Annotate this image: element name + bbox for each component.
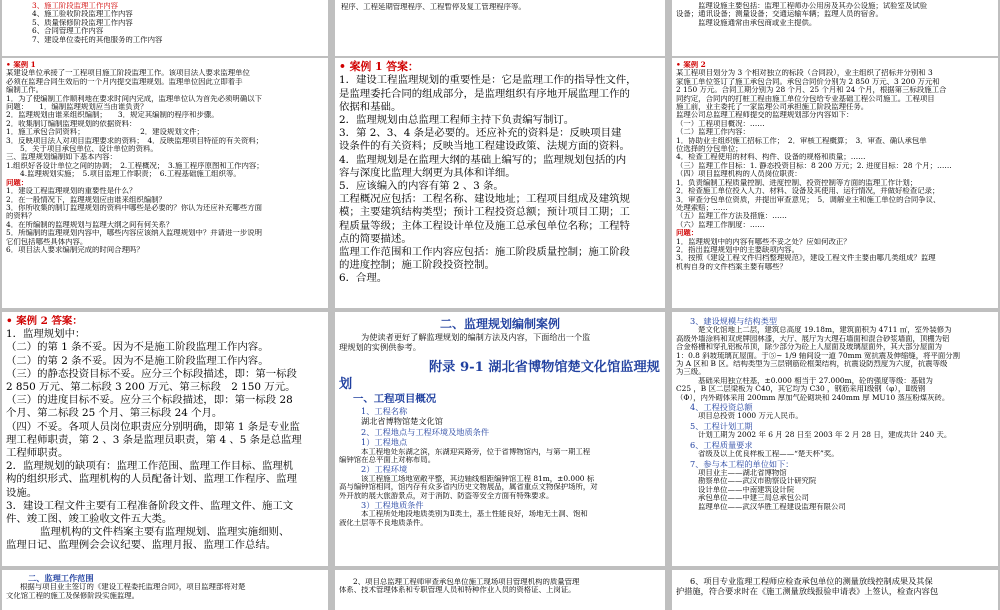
unit-line: 设计单位——中南建筑设计院 — [698, 485, 795, 494]
heading: 2）工程环境 — [361, 464, 408, 475]
text-line: 6．合理。 — [339, 272, 388, 285]
text-line: 基础采用独立柱基，±0.000 相当于 27.000m，砼的强度等级：基础为 — [698, 376, 933, 385]
text-line: 必须在监理合同生效后的一个月内提交监理规划。监理单位因此立即着手 — [6, 77, 243, 86]
text-line: 合金格栅和穿孔铝板吊顶，除少部分为砼上人屋面及玻璃屋面外，其大部分屋面为 — [676, 343, 943, 352]
text-line: 楚文化馆地上二层，建筑总高度 19.18m，建筑面积为 4711 ㎡，室外装修为 — [698, 326, 952, 335]
question-line: 5．所编制的监理规划内容中，哪些内容应该纳入监理规划中？并请进一步说明 — [6, 229, 262, 238]
text-line: 6、项目专业监理工程师应检查承包单位的测量放线控制成果及其保 — [690, 576, 933, 586]
text-line: C25 ，B 区二层梁板为 C40，其它均为 C30 ，钢筋采用Ⅰ级钢（φ），Ⅱ级钢 — [676, 385, 926, 394]
text-line: 容与深度比监理大纲更为具体和详细。 — [339, 166, 516, 179]
text-line: 4、施工验收阶段监理工作内容 — [32, 10, 133, 19]
text-line: 1．施工承包合同资料； 2．建设规划文件； — [6, 128, 204, 137]
heading: 5、工程计划工期 — [690, 420, 753, 431]
text-line: 文化馆工程的施工及保修阶段实施监理。 — [6, 591, 140, 600]
text-line: （三）监理工作目标：1. 静态投资目标：8 200 万元；2. 进度目标：28 个月；…… — [676, 161, 952, 170]
slide-project-scale — [672, 312, 998, 566]
heading: 6、工程质量要求 — [690, 439, 753, 450]
section-title: 二、监理工作范围 — [28, 573, 94, 583]
text-line: 6、合同管理工作内容 — [32, 27, 104, 36]
text-line: 为使读者更好了解监理规划的编制方法及内容，下面给出一个监 — [361, 332, 591, 342]
text-line: 构的组织形式、监理机构的人员配备计划、监理工作程序、监理 — [6, 473, 297, 486]
text-line: （六）监理工作制度：…… — [676, 220, 765, 229]
text-line: 程序、工程延期管理程序、工程暂停及复工管理程序等。 — [341, 3, 526, 11]
text-line: 三、监理规划编制如下基本内容： — [6, 153, 117, 162]
text-line: 程质量等级；主体工程设计单位及施工总承包单位名称；工程特 — [339, 219, 630, 232]
text-line: 处理索赔；…… — [676, 203, 728, 212]
heading: 3）工程地质条件 — [361, 500, 424, 511]
text-line: 3．反映项目法人对项目监理要求的资料； 4．反映监理项目特征的有关资料； — [6, 136, 264, 145]
text-line: （二）的第 1 条不妥。因为不是施工阶段监理工作内容。 — [6, 341, 269, 354]
heading: 4、工程投资总额 — [690, 402, 753, 413]
slide-r4-c3 — [672, 570, 998, 610]
text-line: 4．监理规划是在监理大纲的基础上编写的；监理规划包括的内 — [339, 153, 627, 166]
text-line: 2．监理规划由总监理工程师主持下负责编写制订。 — [339, 114, 575, 127]
text-line: 设条件的有关资料；反映当地工程建设政策、法规方面的资料。 — [339, 140, 630, 153]
text-line: 件、竣工图、竣工验收文件五大类。 — [6, 513, 173, 526]
text-line: （三）的进度目标不妥。应分三个标段描述，即：第一标段 28 — [6, 394, 293, 407]
questions-title: 问题： — [6, 178, 29, 187]
text-line: 该工程施工场地宽敞平整，其边轴线相距编钟馆工程 81m，±0.000 标 — [361, 474, 595, 483]
question-line: 2．指出监理规划中的主要缺项内容。 — [676, 245, 799, 254]
heading: 1、工程名称 — [361, 406, 408, 417]
text-line: 模；主要建筑结构类型；预计工程投资总额；预计项目工期；工 — [339, 206, 630, 219]
case-title: • 案例 1 — [6, 61, 36, 69]
text-line: 1．监理规划中： — [6, 328, 86, 341]
case-title: • 案例 2 — [676, 61, 706, 69]
text-line: 根据与项目业主签订的《建设工程委托监理合同》，项目监理部将对楚 — [20, 583, 246, 592]
answer-title: • 案例 1 答案： — [339, 60, 419, 73]
text-line: （一）工程项目概况：…… — [676, 119, 765, 128]
text-line: 监理工作范围和工作内容应包括：施工阶段质量控制；施工阶段 — [339, 246, 630, 259]
text-line: 工程概况应包括：工程名称、建设地址；工程项目组成及建筑规 — [339, 193, 630, 206]
question-line: 1．建设工程监理规划的重要性是什么？ — [6, 187, 137, 196]
text-line: 3．审查分包单位资质，并提出审查意见； 5．调解业主和施工单位的合同争议、 — [676, 195, 941, 204]
section-title: 二、监理规划编制案例 — [439, 317, 560, 331]
text-line: 1．协助业主组织施工招标工作； 2．审核工程概算； 3．审查、确认承包单 — [676, 136, 927, 145]
appendix-title-cont: 划 — [339, 376, 353, 392]
text-line: （五）监理工作方法及措施：…… — [676, 212, 787, 221]
text-line: （二）的第 2 条不妥。因为不是施工阶段监理工作内容。 — [6, 354, 269, 367]
text-line: （二）监理工作内容： — [676, 128, 750, 137]
text-line: 的进度控制；施工阶段投资控制。 — [339, 259, 495, 272]
text-line: 为三级。 — [676, 368, 706, 377]
text-line: 本工程地处东湖之滨，东湖迎宾路旁，位于省博物馆内，与第一期工程 — [361, 447, 591, 456]
text-line: 护措施，符合要求时在《施工测量放线报验申请表》上签认，检查内容包 — [676, 586, 939, 597]
slide-r4-c1 — [2, 570, 328, 610]
text-line: 本工程所处地段地质类别为Ⅱ类土，基土性能良好，场地无土洞、饱和 — [361, 510, 588, 519]
text-line: 某工程项目划分为 3 个相对独立的标段（合同段），业主组织了招标并分别和 3 — [676, 69, 933, 78]
text-line: 1．建设工程监理规划的重要性是：它是监理工作的指导性文件， — [339, 74, 637, 87]
text-line: 位选择的分包单位； — [676, 145, 743, 154]
heading: 3、建设规模与结构类型 — [690, 316, 778, 326]
text-line: 问题： 1．编制监理规划应当由谁负责？ — [6, 103, 148, 112]
question-line: 它们包括哪些具体内容。 — [6, 237, 88, 246]
slide-ans2 — [2, 312, 328, 566]
text-line: 监理机构的文件档案主要有监理规划、监理实施细则、 — [40, 526, 290, 539]
appendix-title: 附录 9-1 湖北省博物馆楚文化馆监理规 — [429, 359, 660, 375]
text-line: 2．收集制订编制监理规划的依据资料： — [6, 119, 137, 128]
text-line: 编钟馆在总平面上对称布局。 — [339, 456, 436, 465]
text-line: 体系、技术管理体系和专职管理人员和特种作业人员的资格证、上岗证。 — [339, 586, 576, 595]
heading: 一、工程项目概况 — [353, 392, 437, 405]
slide-r4-c2 — [335, 570, 665, 610]
text-line: 点的简要描述。 — [339, 232, 412, 245]
text-line: 7、建设单位委托的其他服务的工作内容 — [32, 35, 163, 44]
text-line: 依据和基础。 — [339, 100, 402, 113]
text-line: （三）的静态投资目标不妥。应分三个标段描述，即：第一标段 — [6, 367, 297, 380]
text-line: 3．建设工程文件主要有工程准备阶段文件、监理文件、施工文 — [6, 499, 294, 512]
answer-title: • 案例 2 答案： — [6, 315, 83, 327]
slide-case1 — [2, 58, 328, 308]
text-line: （四）不妥。各项人员岗位职责应分别明确，即第 1 条是专业监 — [6, 420, 300, 433]
unit-line: 承包单位——中建三局总承包公司 — [698, 494, 809, 503]
text-line: 外开放的展大旅游景点，对于消防、防盗等安全方面有特殊要求。 — [339, 491, 554, 500]
question-line: 4．在所编制的监理规划与监理大纲之间有何关系？ — [6, 220, 174, 229]
slide-case2 — [672, 58, 998, 308]
text-line: 施工前，业主委托了一家监理公司承担施工阶段监理任务。 — [676, 103, 869, 112]
text-line: 2．检查施工单位投入人力、材料、设备及其使用、运行情况，并做好检查记录； — [676, 187, 940, 196]
unit-line: 项目业主——湖北省博物馆 — [698, 468, 787, 477]
text-line: 监理日记、监理例会会议纪要、监理月报、监理工作总结。 — [6, 539, 277, 552]
text-line: 1.组织好各设计单位之间的协调； 2.工程概况； 3.施工程序原图和工作内容； — [6, 161, 264, 170]
slide-ans1 — [335, 58, 665, 308]
text-line: 3、施工阶段监理工作内容 — [32, 2, 119, 10]
text-line: 为 A 区和 B 区。结构类型为三层钢筋砼框架结构，抗震设防烈度为六度，抗震等级 — [676, 360, 948, 369]
text-line: 1：0.8 斜坡琉璃瓦屋面。于⑤~ 1/9 轴间设一道 70mm 宽抗震及伸缩缝，将平面分割 — [676, 351, 961, 360]
text-line: 2 850 万元、第二标段 3 200 万元、第三标段 2 150 万元。 — [6, 381, 296, 394]
slide-r1-c3 — [672, 0, 998, 56]
text-line: 4．检查工程使用的材料、构件、设备的规格和质量；…… — [676, 153, 866, 162]
question-line: 1．监理规划中的内容有哪些不妥之处？应如何改正？ — [676, 237, 851, 246]
questions-title: 问题： — [676, 229, 699, 238]
text-line: 4.监理规划实施； 5.项目监理工作职责； 6.工程基础施工组织等。 — [20, 170, 241, 179]
question-line: 2．在一般情况下，监理规划应由谁来组织编制？ — [6, 195, 166, 204]
text-line: 监理设施主要包括：监理工程师办公用房及其办公设施；试验室及试验 — [698, 2, 928, 10]
question-line: 机构自身的文件档案主要有哪些？ — [676, 262, 787, 271]
text-line: 5．关于项目承包单位、设计单位的资料。 — [20, 145, 158, 154]
text-line: 监理公司总监理工程师提交的监理规划部分内容如下： — [676, 111, 854, 120]
text-line: 湖北省博物馆楚文化馆 — [361, 416, 443, 427]
text-line: （四）项目监理机构的人员岗位职责： — [676, 170, 802, 179]
text-line: 3．第 2、3、4 条是必要的。还应补充的资料是：反映项目建 — [339, 127, 622, 140]
text-line: 个月、第二标段 25 个月、第三标段 24 个月。 — [6, 407, 223, 420]
text-line: 编制工作。 — [6, 86, 43, 95]
question-line: 3．你所收集的制订监理规划的资料中哪些是必要的？你认为还应补充哪些方面 — [6, 203, 262, 212]
text-line: 工程师职责。 — [6, 447, 69, 460]
heading: 2、工程地点与工程环境及地质条件 — [361, 426, 490, 437]
text-line: 计划工期为 2002 年 6 月 28 日至 2003 年 2 月 28 日，建成共计 240 天。 — [698, 431, 952, 440]
text-line: 监理设施通常由承包商或业主提供。 — [698, 18, 817, 27]
text-line: 项目总投资 1000 万元人民币。 — [698, 412, 803, 421]
text-line: 2．监理规划由谁来组织编制； 3．规定其编制的程序和步骤。 — [6, 111, 219, 120]
unit-line: 勘察单位——武汉市勘察设计研究院 — [698, 477, 817, 486]
slide-plan-example — [335, 312, 665, 566]
text-line: 家施工单位签订了施工承包合同。承包合同价分别为 2 850 万元、3 200 万元和 — [676, 77, 940, 86]
text-line: （Φ），内外砌体采用 200mm 厚加气砼砌块和 240mm 厚 MU10 蒸压粉煤灰砖。 — [676, 393, 950, 402]
question-line: 6．项目法人要求编制完成的时间合理吗？ — [6, 245, 144, 254]
text-line: 理规划的实例供参考。 — [339, 342, 421, 353]
text-line: 液化土层等不良地质条件。 — [339, 518, 428, 527]
text-line: 设备；通讯设备；测量设备；交通运输车辆；监理人员的宿舍。 — [676, 10, 883, 19]
text-line: 高级外墙涂料和双虎牌园林漆，大厅、展厅为大理石墙面和混合砂浆墙面，顶棚为铝 — [676, 334, 950, 343]
text-line: 是监理委托合同的组成部分，是监理组织有序地开展监理工作的 — [339, 87, 630, 100]
text-line: 理工程师职责，第 2 、3 条是监理员职责，第 4 、5 条是总监理 — [6, 433, 302, 446]
text-line: 2、项目总监理工程师审查承包单位施工现场项目管理机构的质量管理 — [353, 578, 580, 586]
text-line: 2．监理规划的缺项有：监理工作范围、监理工作目标、监理机 — [6, 460, 294, 473]
heading: 1）工程地点 — [361, 437, 408, 448]
text-line: 省级及以上优良样板工程——“楚天杯”奖。 — [698, 450, 839, 459]
text-line: 同约定，合同内的打桩工程由施工单位分包给专业基础工程公司施工。工程项目 — [676, 94, 935, 103]
question-line: 的资料？ — [6, 212, 36, 221]
text-line: 1．负责编制工程质量控制、进度控制、投资控制等方面的监理工作计划； — [676, 178, 918, 187]
text-line: 设施。 — [6, 486, 38, 499]
unit-line: 监理单位——武汉华胜工程建设监理有限公司 — [698, 502, 846, 511]
text-line: 2 150 万元。合同工期分别为 28 个月、25 个月和 24 个月，根据第三标段施工合 — [676, 86, 947, 95]
heading: 7、参与本工程的单位如下： — [690, 458, 794, 469]
slide-r1-c1 — [2, 0, 328, 56]
text-line: 高与编钟馆相同，馆内存有众多省内历史文物展品，属省重点文物保护场所，对 — [339, 483, 598, 492]
text-line: 5、质量保修阶段监理工作内容 — [32, 18, 133, 27]
question-line: 3．按照《建设工程文件归档整理规范》，建设工程文件主要由哪几类组成？监理 — [676, 254, 936, 263]
text-line: 1．为了使编制工作顺利地在要求时间内完成，监理单位认为首先必须明确以下 — [6, 94, 262, 103]
text-line: 5．应该编入的内容有第 2 、3 条。 — [339, 180, 504, 193]
text-line: 某建设单位承接了一工程项目施工阶段监理工作。该项目法人要求监理单位 — [6, 69, 250, 78]
slide-r1-c2 — [335, 0, 665, 56]
